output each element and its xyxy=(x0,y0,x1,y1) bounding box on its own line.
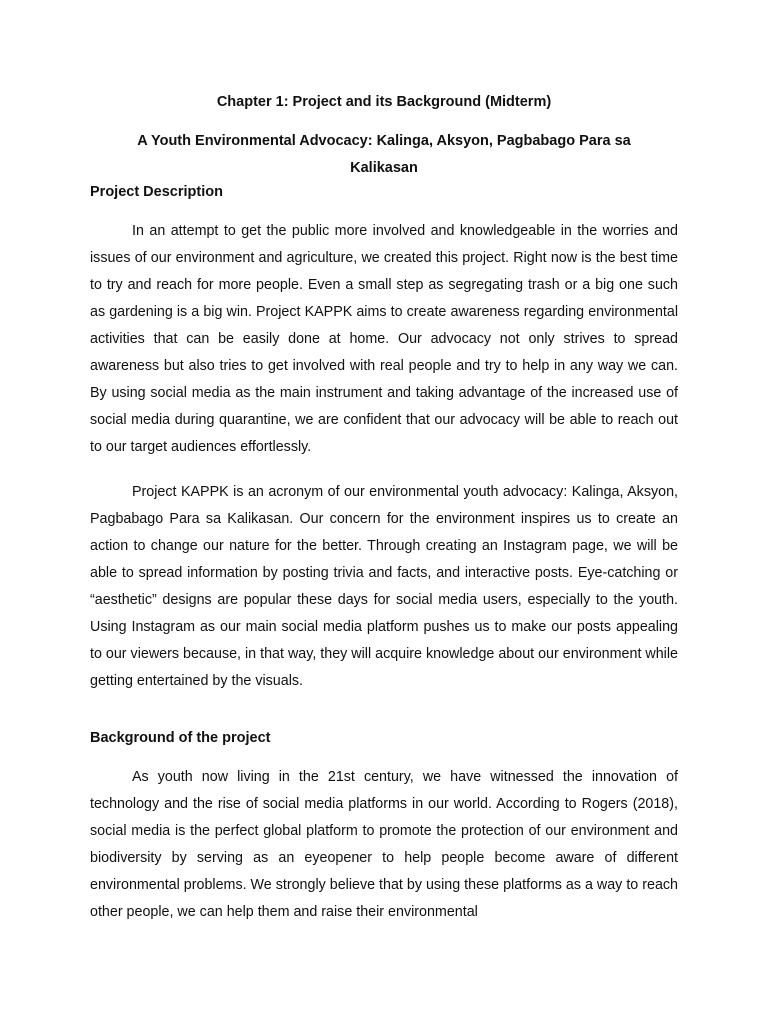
document-title-line-2: Kalikasan xyxy=(350,160,418,176)
document-page xyxy=(90,92,678,926)
paragraph-project-description-2: Project KAPPK is an acronym of our environmental youth advocacy: Kalinga, Aksyon, Pagbabago Para sa Kalikasan. Our concern for the environment inspires us to create an action to change our nature for the better. Through creating an Instagram page, we will be able to spread information by posting trivia and facts, and interactive posts. Eye-catching or “aesthetic” designs are popular these days for social media users, especially to the youth. Using Instagram as our main social media platform pushes us to make our posts appealing to our viewers because, in that way, they will acquire knowledge about our environment while getting entertained by the visuals. xyxy=(90,484,678,689)
paragraph-background-1: As youth now living in the 21st century, we have witnessed the innovation of technology and the rise of social media platforms in our world. According to Rogers (2018), social media is the perfect global platform to promote the protection of our environment and biodiversity by serving as an eyeopener to help people become aware of different environmental problems. We strongly believe that by using these platforms as a way to reach other people, we can help them and raise their environmental xyxy=(90,769,678,920)
paragraph-project-description-1: In an attempt to get the public more involved and knowledgeable in the worries and issues of our environment and agriculture, we created this project. Right now is the best time to try and reach for more people. Even a small step as segregating trash or a big one such as gardening is a big win. Project KAPPK aims to create awareness regarding environmental activities that can be easily done at home. Our advocacy not only strives to spread awareness but also tries to get involved with real people and try to help in any way we can. By using social media as the main instrument and taking advantage of the increased use of social media during quarantine, we are confident that our advocacy will be able to reach out to our target audiences effortlessly. xyxy=(90,223,678,455)
document-title xyxy=(90,128,678,182)
document-title-line-1: A Youth Environmental Advocacy: Kalinga, Aksyon, Pagbabago Para sa xyxy=(137,133,631,149)
section-heading-project-description: Project Description xyxy=(90,184,223,200)
chapter-title: Chapter 1: Project and its Background (Midterm) xyxy=(216,94,552,110)
section-heading-background: Background of the project xyxy=(90,730,271,746)
